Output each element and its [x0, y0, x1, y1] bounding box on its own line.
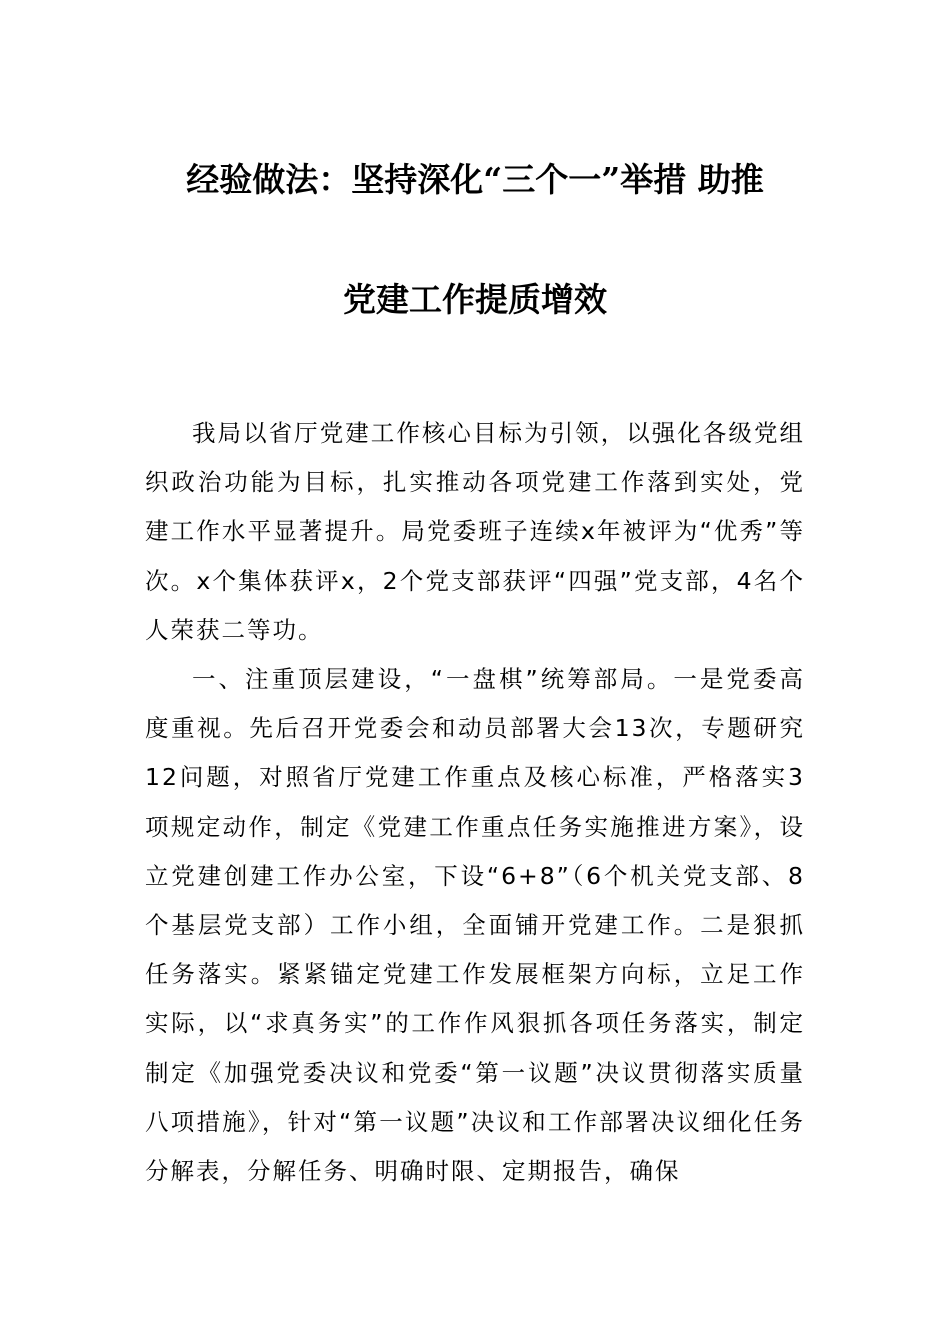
document-body — [145, 409, 805, 1196]
paragraph-section-one: 一、注重顶层建设，“一盘棋”统筹部局。一是党委高度重视。先后召开党委会和动员部署大会13次，专题研究12问题，对照省厅党建工作重点及核心标准，严格落实3项规定动作，制定《党建工作重点任务实施推进方案》，设立党建创建工作办公室，下设“6+8”（6个机关党支部、8个基层党支部）工作小组，全面铺开党建工作。二是狠抓任务落实。紧紧锚定党建工作发展框架方向标，立足工作实际，以“求真务实”的工作作风狠抓各项任务落实，制定制定《加强党委决议和党委“第一议题”决议贯彻落实质量八项措施》，针对“第一议题”决议和工作部署决议细化任务分解表，分解任务、明确时限、定期报告，确保 — [145, 665, 805, 1186]
document-title-line-1: 经验做法：坚持深化“三个一”举措 助推 — [186, 160, 764, 199]
document-title-line-2: 党建工作提质增效 — [343, 280, 607, 319]
paragraph-intro: 我局以省厅党建工作核心目标为引领，以强化各级党组织政治功能为目标，扎实推动各项党建工作落到实处，党建工作水平显著提升。局党委班子连续x年被评为“优秀”等次。x个集体获评x，2个党支部获评“四强”党支部，4名个人荣获二等功。 — [145, 419, 805, 644]
